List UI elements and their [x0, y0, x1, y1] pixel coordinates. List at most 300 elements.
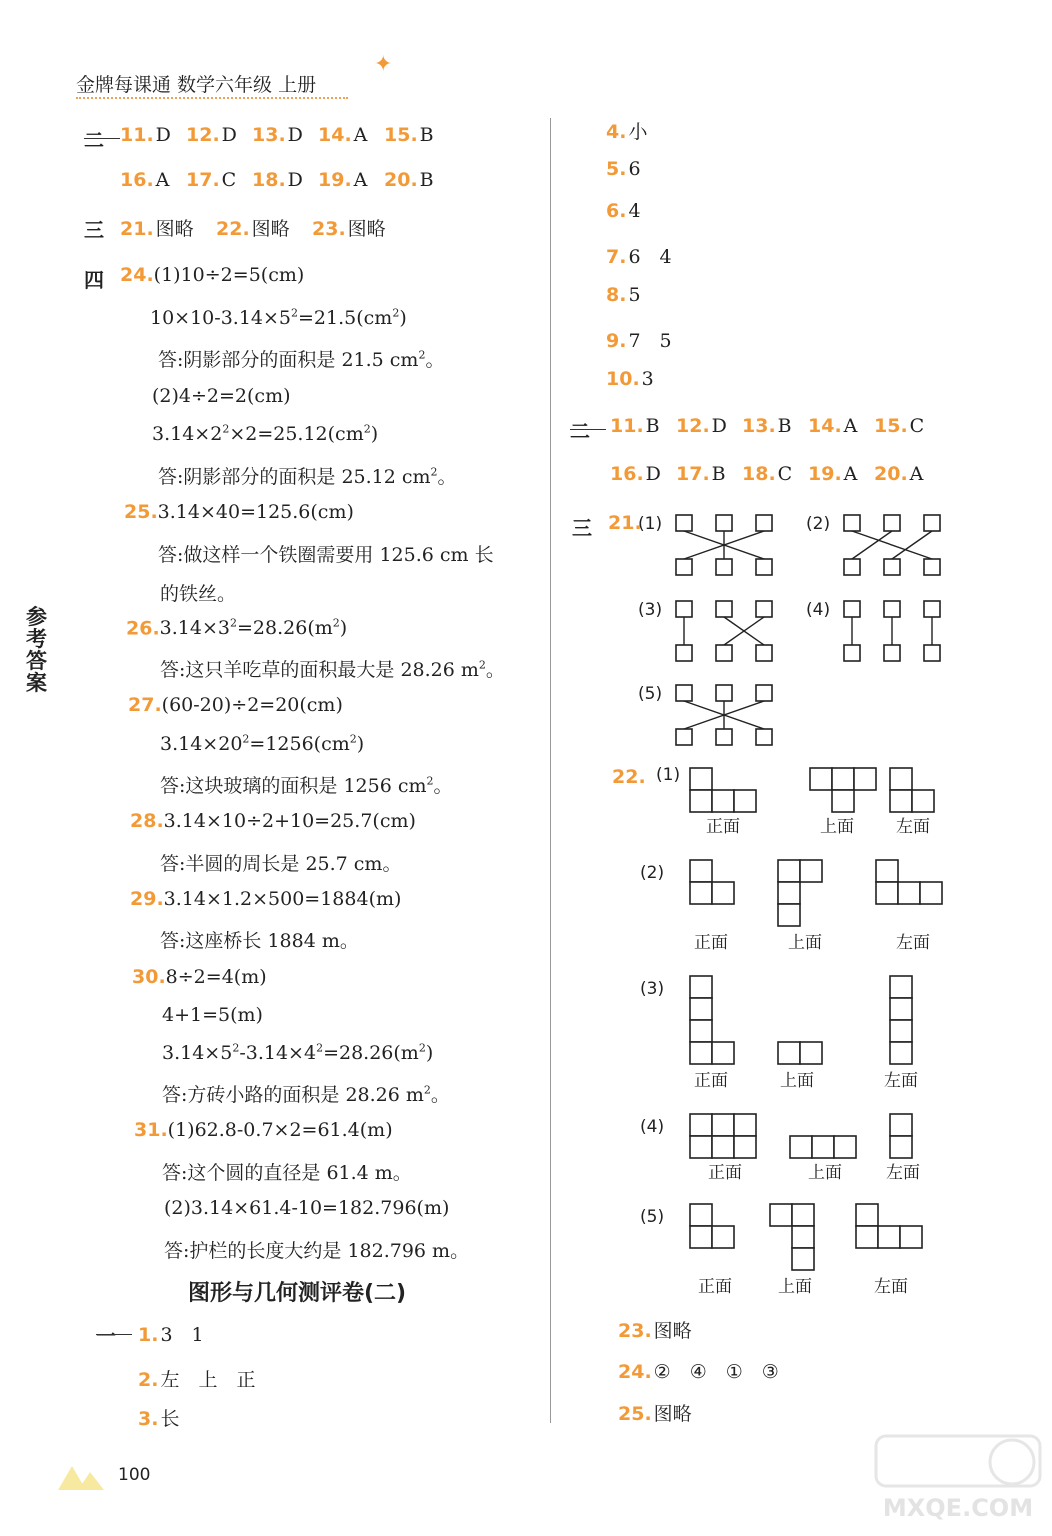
view-cell — [690, 1020, 712, 1042]
view-cell — [812, 1136, 834, 1158]
answer-item-number: 25. — [618, 1403, 652, 1425]
match-box-bottom — [676, 645, 692, 661]
star-icon: ✦ — [374, 52, 393, 77]
view-cell — [792, 1248, 814, 1270]
match-box-bottom — [756, 559, 772, 575]
answer-item-answer: 3 1 — [160, 1324, 204, 1346]
view-cell — [778, 860, 800, 882]
view-caption: 正面 — [694, 1071, 728, 1091]
q22-part-label: (4) — [640, 1117, 665, 1137]
solution-line — [160, 579, 236, 606]
answer-item — [618, 1357, 779, 1384]
match-box-top — [756, 515, 772, 531]
view-cell — [800, 860, 822, 882]
solution-text: 答:方砖小路的面积是 28.26 $m^2$。 — [162, 1083, 450, 1106]
answer-item — [186, 124, 237, 146]
answer-item-answer: A — [909, 463, 924, 485]
view-cell — [876, 882, 898, 904]
solution-text: 答:这块玻璃的面积是 1256 $cm^2$。 — [160, 774, 453, 797]
match-box-top — [884, 515, 900, 531]
answer-item-number: 23. — [312, 218, 346, 240]
answer-item-number: 15. — [384, 124, 418, 146]
view-caption: 上面 — [788, 933, 822, 953]
view-caption: 正面 — [706, 817, 740, 837]
view-cell — [734, 790, 756, 812]
view-cell — [832, 768, 854, 790]
solution-line — [126, 617, 347, 639]
answer-item-number: 12. — [676, 415, 710, 437]
answer-item-answer: 3 — [641, 368, 654, 390]
solution-line — [128, 694, 343, 716]
answer-item-answer: D — [711, 415, 727, 437]
view-cell — [890, 790, 912, 812]
match-box-bottom — [884, 559, 900, 575]
question-number: 30. — [132, 966, 166, 988]
q22-part-label: (3) — [640, 979, 665, 999]
solution-text: 答:这座桥长 1884 m。 — [160, 930, 359, 952]
view-cell — [854, 768, 876, 790]
view-cell — [690, 1114, 712, 1136]
solution-line — [152, 385, 291, 407]
answer-item-number: 23. — [618, 1320, 652, 1342]
view-cell — [834, 1136, 856, 1158]
view-cell — [920, 882, 942, 904]
match-box-bottom — [844, 645, 860, 661]
view-cell — [690, 1226, 712, 1248]
answer-item-number: 9. — [606, 330, 627, 352]
answer-item-answer: D — [645, 463, 661, 485]
answer-item-number: 4. — [606, 121, 627, 143]
match-box-top — [924, 601, 940, 617]
match-box-top — [844, 515, 860, 531]
view-cell — [734, 1136, 756, 1158]
match-box-top — [676, 601, 692, 617]
question-number: 26. — [126, 617, 160, 640]
view-cell — [690, 790, 712, 812]
answer-item-number: 2. — [138, 1369, 159, 1391]
answer-item-number: 17. — [676, 463, 710, 485]
solution-line — [162, 1042, 433, 1064]
answer-item-number: 1. — [138, 1324, 159, 1346]
solution-text: $3.14\times 2^2\times 2=25.12(cm^2)$ — [152, 423, 379, 446]
solution-text: (1)10÷2=5(cm) — [153, 264, 305, 286]
answer-item-answer: B — [645, 415, 660, 437]
q22-part-label: (5) — [640, 1207, 665, 1227]
answer-item — [606, 242, 672, 269]
view-cell — [770, 1204, 792, 1226]
answer-item-answer: D — [287, 124, 303, 146]
answer-item — [120, 214, 194, 241]
answer-item-answer: 4 — [628, 200, 641, 222]
solution-text: 4+1=5(m) — [162, 1004, 263, 1026]
answer-item-answer: 6 — [628, 158, 641, 180]
view-caption: 左面 — [896, 817, 930, 837]
answer-item-number: 18. — [252, 169, 286, 191]
match-box-bottom — [676, 729, 692, 745]
answer-item-answer: C — [777, 463, 793, 485]
view-cell — [712, 1136, 734, 1158]
view-caption: 上面 — [780, 1071, 814, 1091]
answer-item — [606, 117, 647, 144]
side-label: 参考答案 — [26, 605, 47, 695]
solution-line — [158, 540, 494, 567]
view-cell — [856, 1226, 878, 1248]
solution-text: 答:做这样一个铁圈需要用 125.6 cm 长 — [158, 544, 494, 566]
view-cell — [878, 1226, 900, 1248]
section-3-label: 三 — [572, 516, 592, 540]
answer-item — [618, 1399, 692, 1426]
answer-item-number: 16. — [610, 463, 644, 485]
solution-line — [160, 771, 453, 798]
answer-item-answer: A — [353, 169, 368, 191]
question-number: 27. — [128, 694, 162, 716]
answer-item — [252, 169, 303, 191]
solution-text: 3.14×40=125.6(cm) — [157, 501, 354, 523]
header-title: 金牌每课通 数学六年级 上册 — [76, 74, 317, 96]
section-1-label: 一 — [96, 1320, 116, 1349]
view-cell — [792, 1226, 814, 1248]
view-cell — [856, 1204, 878, 1226]
view-caption: 上面 — [778, 1277, 812, 1297]
view-caption: 左面 — [886, 1163, 920, 1183]
view-cell — [734, 1114, 756, 1136]
solution-line — [160, 926, 359, 953]
answer-item-number: 5. — [606, 158, 627, 180]
answer-item — [676, 463, 726, 485]
match-box-bottom — [756, 645, 772, 661]
q21-diagrams — [600, 505, 960, 755]
view-cell — [810, 768, 832, 790]
view-cell — [890, 1020, 912, 1042]
answer-item-number: 14. — [808, 415, 842, 437]
answer-item — [138, 1320, 204, 1347]
solution-line — [162, 1158, 412, 1185]
match-box-bottom — [924, 559, 940, 575]
answer-item — [874, 463, 923, 485]
answer-item-number: 14. — [318, 124, 352, 146]
answer-item — [252, 124, 303, 146]
match-box-top — [716, 685, 732, 701]
match-box-top — [884, 601, 900, 617]
answer-item-number: 15. — [874, 415, 908, 437]
answer-item — [742, 415, 792, 437]
match-box-bottom — [884, 645, 900, 661]
answer-item — [120, 169, 169, 191]
answer-item-number: 19. — [318, 169, 352, 191]
solution-line — [160, 849, 401, 876]
view-cell — [890, 1042, 912, 1064]
answer-item — [186, 169, 236, 191]
solution-line — [134, 1119, 393, 1141]
solution-text: 3.14×1.2×500=1884(m) — [163, 888, 402, 910]
solution-line — [164, 1236, 469, 1263]
answer-item-answer: ② ④ ① ③ — [653, 1361, 779, 1383]
solution-text: 的铁丝。 — [160, 583, 237, 605]
match-box-top — [676, 515, 692, 531]
solution-text: (2)4÷2=2(cm) — [152, 385, 291, 407]
solution-text: 8÷2=4(m) — [165, 966, 267, 988]
answer-item-answer: 长 — [160, 1408, 180, 1430]
answer-item — [610, 415, 660, 437]
q21-part-label: (3) — [638, 600, 663, 620]
match-line — [892, 531, 932, 559]
answer-item-answer: 图略 — [653, 1320, 692, 1342]
answer-item-number: 20. — [874, 463, 908, 485]
answer-item-answer: 5 — [628, 284, 641, 306]
answer-item-number: 7. — [606, 246, 627, 268]
answer-item-number: 24. — [618, 1361, 652, 1383]
solution-text: (1)62.8-0.7×2=61.4(m) — [167, 1119, 393, 1141]
answer-item-answer: 图略 — [155, 218, 194, 240]
solution-line — [120, 264, 304, 286]
view-cell — [690, 1204, 712, 1226]
view-cell — [898, 882, 920, 904]
answer-item — [384, 124, 434, 146]
answer-item-answer: C — [909, 415, 925, 437]
view-caption: 上面 — [808, 1163, 842, 1183]
section-2-label: 二 — [570, 415, 590, 444]
view-cell — [690, 882, 712, 904]
answer-item-number: 21. — [120, 218, 154, 240]
answer-item-answer: 图略 — [251, 218, 290, 240]
answer-item-answer: 左 上 正 — [160, 1369, 256, 1391]
solution-text: $3.14\times 5^2-3.14\times 4^2=28.26(m^2)$ — [162, 1042, 434, 1065]
answer-item — [606, 326, 672, 353]
match-box-bottom — [844, 559, 860, 575]
question-number: 31. — [134, 1119, 168, 1141]
answer-item-answer: B — [419, 124, 434, 146]
solution-line — [132, 966, 267, 988]
solution-text: (2)3.14×61.4-10=182.796(m) — [164, 1197, 450, 1219]
solution-line — [158, 345, 444, 372]
solution-text: $3.14\times 3^2=28.26(m^2)$ — [159, 617, 348, 640]
view-cell — [712, 1114, 734, 1136]
match-box-top — [716, 601, 732, 617]
q21-part-label: (2) — [806, 514, 831, 534]
solution-line — [130, 888, 401, 910]
solution-text: 答:这个圆的直径是 61.4 m。 — [162, 1162, 412, 1184]
question-number: 24. — [120, 264, 154, 286]
answer-item — [384, 169, 434, 191]
view-cell — [832, 790, 854, 812]
match-box-top — [924, 515, 940, 531]
answer-item-answer: 7 5 — [628, 330, 672, 352]
answer-item — [318, 124, 367, 146]
view-cell — [890, 1136, 912, 1158]
answer-item-answer: 图略 — [347, 218, 386, 240]
question-number: 22. — [612, 766, 646, 788]
answer-item-number: 13. — [742, 415, 776, 437]
solution-line — [130, 810, 416, 832]
answer-item-number: 10. — [606, 368, 640, 390]
match-line — [852, 531, 932, 559]
view-cell — [690, 860, 712, 882]
answer-item-number: 19. — [808, 463, 842, 485]
answer-item-number: 11. — [610, 415, 644, 437]
answer-item-answer: 图略 — [653, 1403, 692, 1425]
solution-text: 答:阴影部分的面积是 21.5 $cm^2$。 — [158, 348, 445, 371]
match-box-top — [756, 601, 772, 617]
answer-item — [808, 415, 857, 437]
view-cell — [890, 976, 912, 998]
answer-item-number: 16. — [120, 169, 154, 191]
answer-item — [606, 368, 654, 390]
solution-line — [164, 1197, 449, 1219]
solution-line — [162, 1080, 450, 1107]
answer-item-answer: D — [155, 124, 171, 146]
answer-item — [606, 284, 641, 306]
solution-line — [124, 501, 354, 523]
view-cell — [792, 1204, 814, 1226]
view-cell — [690, 998, 712, 1020]
answer-item — [606, 158, 641, 180]
view-cell — [690, 1042, 712, 1064]
view-cell — [690, 768, 712, 790]
answer-item — [120, 124, 171, 146]
answer-item-answer: B — [711, 463, 726, 485]
view-caption: 左面 — [884, 1071, 918, 1091]
q22-view-diagrams — [600, 760, 960, 1305]
answer-item — [318, 169, 367, 191]
match-box-top — [676, 685, 692, 701]
answer-item — [874, 415, 924, 437]
q22-part-label: (2) — [640, 863, 665, 883]
question-number: 25. — [124, 501, 158, 523]
answer-item-number: 3. — [138, 1408, 159, 1430]
match-line — [852, 531, 892, 559]
view-cell — [712, 790, 734, 812]
q21-part-label: (1) — [638, 514, 663, 534]
answer-item — [610, 463, 661, 485]
view-caption: 左面 — [874, 1277, 908, 1297]
view-cell — [876, 860, 898, 882]
answer-item-answer: 6 4 — [628, 246, 672, 268]
answer-item — [808, 463, 857, 485]
solution-line — [150, 307, 407, 329]
view-cell — [890, 768, 912, 790]
match-box-bottom — [716, 729, 732, 745]
view-cell — [690, 1136, 712, 1158]
solution-text: 答:护栏的长度大约是 182.796 m。 — [164, 1240, 470, 1262]
solution-line — [160, 733, 364, 755]
answer-item-number: 18. — [742, 463, 776, 485]
view-cell — [800, 1042, 822, 1064]
solution-line — [158, 462, 457, 489]
answer-item-number: 11. — [120, 124, 154, 146]
answer-item-number: 20. — [384, 169, 418, 191]
match-box-top — [756, 685, 772, 701]
solution-line — [160, 655, 505, 682]
match-box-top — [844, 601, 860, 617]
view-cell — [712, 1226, 734, 1248]
view-cell — [712, 882, 734, 904]
answer-item — [742, 463, 792, 485]
solution-line — [152, 423, 378, 445]
match-box-bottom — [924, 645, 940, 661]
answer-item — [138, 1365, 255, 1392]
answer-item-number: 12. — [186, 124, 220, 146]
answer-item-answer: D — [287, 169, 303, 191]
solution-text: 答:阴影部分的面积是 25.12 $cm^2$。 — [158, 465, 457, 488]
answer-item-answer: B — [419, 169, 434, 191]
answer-item — [676, 415, 727, 437]
section-4-label: 四 — [84, 268, 104, 292]
answer-item-answer: A — [353, 124, 368, 146]
view-cell — [890, 1114, 912, 1136]
q22-part-label: (1) — [656, 765, 681, 785]
match-box-bottom — [716, 559, 732, 575]
column-divider — [550, 118, 551, 1423]
q21-part-label: (4) — [806, 600, 831, 620]
match-box-bottom — [716, 645, 732, 661]
view-caption: 正面 — [698, 1277, 732, 1297]
solution-text: 3.14×10÷2+10=25.7(cm) — [163, 810, 416, 832]
view-cell — [778, 882, 800, 904]
match-box-bottom — [676, 559, 692, 575]
section-2-label: 二 — [84, 124, 104, 153]
solution-text: $10\times 10-3.14\times 5^2=21.5(cm^2)$ — [150, 307, 407, 330]
view-caption: 正面 — [694, 933, 728, 953]
watermark-logo — [872, 1432, 1044, 1528]
view-cell — [690, 976, 712, 998]
view-caption: 上面 — [820, 817, 854, 837]
test-title: 图形与几何测评卷(二) — [188, 1281, 407, 1306]
answer-item — [312, 214, 386, 241]
footer-triangles-icon — [58, 1460, 106, 1490]
match-box-top — [716, 515, 732, 531]
question-number: 29. — [130, 888, 164, 910]
view-cell — [790, 1136, 812, 1158]
q21-part-label: (5) — [638, 684, 663, 704]
answer-item-answer: A — [843, 415, 858, 437]
view-cell — [778, 1042, 800, 1064]
answer-item-answer: D — [221, 124, 237, 146]
answer-item-answer: A — [155, 169, 170, 191]
answer-item-answer: A — [843, 463, 858, 485]
solution-text: (60-20)÷2=20(cm) — [161, 694, 343, 716]
answer-item — [138, 1404, 179, 1431]
solution-text: 答:半圆的周长是 25.7 cm。 — [160, 853, 402, 875]
answer-item — [216, 214, 290, 241]
header-underline — [76, 97, 348, 99]
view-caption: 正面 — [708, 1163, 742, 1183]
solution-line — [162, 1004, 263, 1026]
answer-item-answer: B — [777, 415, 792, 437]
answer-item-answer: 小 — [628, 121, 648, 143]
answer-item-number: 6. — [606, 200, 627, 222]
solution-text: 答:这只羊吃草的面积最大是 28.26 $m^2$。 — [160, 658, 505, 681]
answer-item-number: 17. — [186, 169, 220, 191]
answer-item-number: 13. — [252, 124, 286, 146]
question-number: 28. — [130, 810, 164, 832]
answer-item-number: 22. — [216, 218, 250, 240]
section-3-label: 三 — [84, 218, 104, 242]
question-number: 21. — [608, 512, 642, 534]
view-cell — [778, 904, 800, 926]
view-cell — [712, 1042, 734, 1064]
answer-item — [618, 1316, 692, 1343]
match-box-bottom — [756, 729, 772, 745]
answer-item — [606, 200, 641, 222]
answer-item-number: 8. — [606, 284, 627, 306]
watermark-text: MXQE.COM — [882, 1494, 1034, 1522]
answer-item-answer: C — [221, 169, 237, 191]
view-cell — [900, 1226, 922, 1248]
page-number: 100 — [118, 1465, 151, 1485]
solution-text: $3.14\times 20^2=1256(cm^2)$ — [160, 733, 365, 756]
view-caption: 左面 — [896, 933, 930, 953]
view-cell — [890, 998, 912, 1020]
